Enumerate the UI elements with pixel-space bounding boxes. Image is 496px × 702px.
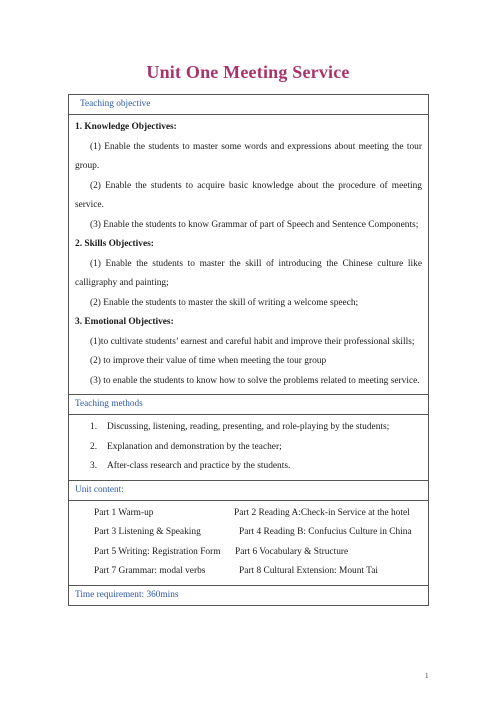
content-part: Part 8 Cultural Extension: Mount Tai — [239, 566, 379, 576]
content-part: Part 2 Reading A:Check-in Service at the hotel — [234, 507, 410, 518]
content-row — [75, 562, 422, 582]
objective-item: (2) to improve their value of time when meeting the tour group — [90, 356, 327, 366]
objective-cell — [69, 115, 428, 395]
content-part: Part 3 Listening & Speaking — [94, 527, 201, 537]
content-part: Part 1 Warm-up — [94, 507, 154, 518]
objective-item: (1) Enable the students to master some words and expressions about meeting the tour group. — [75, 141, 422, 171]
section-heading: 3. Emotional Objectives: — [75, 317, 174, 327]
objective-item: (3) to enable the students to know how to solve the problems related to meeting service. — [90, 375, 420, 386]
content-row — [75, 504, 422, 524]
method-number: 1. — [90, 422, 98, 432]
method-text: Explanation and demonstration by the teacher; — [107, 441, 282, 452]
method-number: 2. — [90, 441, 98, 452]
page-number: 1 — [425, 672, 429, 680]
section-heading: 2. Skills Objectives: — [75, 239, 154, 249]
objective-header: Teaching objective — [69, 95, 428, 115]
content-header: Unit content: — [69, 481, 428, 501]
section-heading: 1. Knowledge Objectives: — [75, 122, 177, 132]
content-cell — [69, 501, 428, 586]
content-row — [75, 523, 422, 543]
document-title: Unit One Meeting Service — [146, 62, 350, 82]
objective-section-knowledge — [75, 118, 422, 235]
methods-cell — [69, 415, 428, 481]
time-header: Time requirement: 360mins — [75, 589, 179, 600]
objective-section-emotional — [75, 313, 422, 391]
content-part: Part 5 Writing: Registration Form — [94, 546, 221, 557]
method-item — [75, 418, 422, 438]
content-part: Part 7 Grammar: modal verbs — [94, 566, 206, 576]
lesson-plan-table — [68, 94, 429, 606]
method-item — [75, 438, 422, 458]
objective-item: (2) Enable the students to acquire basic knowledge about the procedure of meeting service. — [75, 180, 422, 210]
method-item — [75, 457, 422, 477]
method-number: 3. — [90, 461, 98, 471]
objective-section-skills — [75, 235, 422, 313]
content-part: Part 6 Vocabulary & Structure — [235, 546, 349, 557]
method-text: Discussing, listening, reading, presenting, and role-playing by the students; — [107, 422, 390, 432]
method-text: After-class research and practice by the students. — [107, 461, 291, 471]
objective-item: (1)to cultivate students’ earnest and careful habit and improve their professional skills; — [90, 336, 415, 347]
objective-item: (1) Enable the students to master the skill of introducing the Chinese culture like calligraphy and painting; — [75, 258, 422, 288]
content-part: Part 4 Reading B: Confucius Culture in China — [239, 527, 412, 537]
content-row — [75, 543, 422, 563]
objective-item: (2) Enable the students to master the skill of writing a welcome speech; — [90, 297, 359, 308]
objective-item: (3) Enable the students to know Grammar of part of Speech and Sentence Components; — [90, 219, 419, 230]
methods-header: Teaching methods — [69, 395, 428, 415]
